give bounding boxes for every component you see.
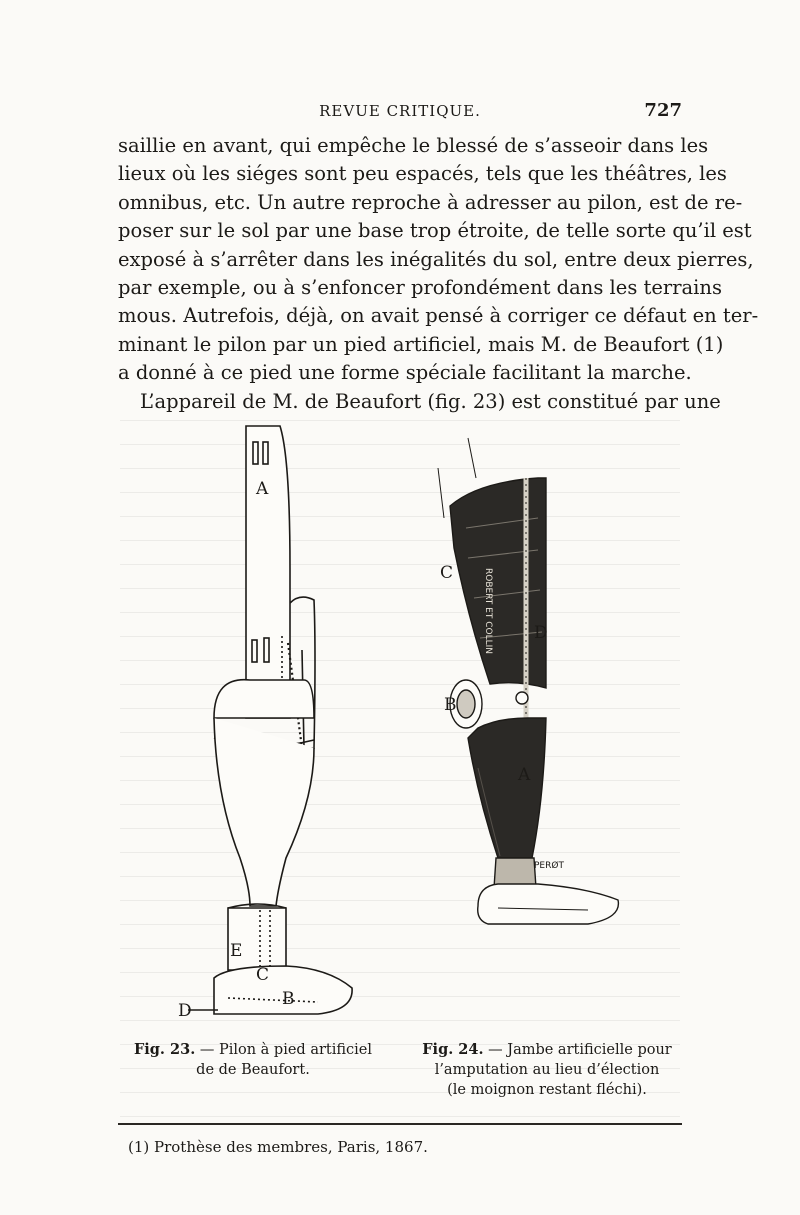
fig23-number: Fig. 23. xyxy=(133,1041,196,1058)
fig23-drawing xyxy=(188,426,352,1014)
fig23-label-d: D xyxy=(178,1001,192,1021)
text-line: saillie en avant, qui empêche le blessé de s’asseoir dans les xyxy=(118,134,709,157)
fig24-caption-line2: l’amputation au lieu d’élection xyxy=(434,1062,660,1078)
fig24-number: Fig. 24. xyxy=(422,1041,484,1058)
fig23-caption-line2: de de Beaufort. xyxy=(196,1062,310,1078)
fig23-label-e: E xyxy=(230,941,243,961)
fig23-label-b: B xyxy=(282,989,295,1009)
fig23-caption-line1: — Pilon à pied artificiel xyxy=(199,1042,373,1058)
text-line-indented: L’appareil de M. de Beaufort (fig. 23) est constitué par une xyxy=(140,389,721,413)
fig24-caption-line1: — Jambe artificielle pour xyxy=(488,1042,672,1058)
fig23-caption xyxy=(118,1040,388,1080)
text-line: poser sur le sol par une base trop étroite, de telle sorte qu’il est xyxy=(118,219,752,243)
fig23-label-a: A xyxy=(256,479,269,499)
body-text xyxy=(118,132,759,416)
fig24-drawing xyxy=(438,438,618,924)
text-line: exposé à s’arrêter dans les inégalités du sol, entre deux pierres, xyxy=(118,247,754,271)
running-head xyxy=(118,100,682,124)
text-line: a donné à ce pied une forme spéciale facilitant la marche. xyxy=(118,361,692,385)
footnote: (1) Prothèse des membres, Paris, 1867. xyxy=(128,1138,428,1156)
fig23-label-c: C xyxy=(256,965,270,985)
fig24-label-b: B xyxy=(444,695,457,715)
fig24-caption-line3: (le moignon restant fléchi). xyxy=(447,1082,647,1098)
text-line: lieux où les siéges sont peu espacés, tels que les théâtres, les xyxy=(118,162,727,186)
fig24-caption xyxy=(402,1040,692,1100)
running-title: REVUE CRITIQUE. xyxy=(319,102,481,120)
fig24-label-a: A xyxy=(518,765,531,785)
figure-illustrations xyxy=(118,418,682,1038)
text-line: par exemple, ou à s’enfoncer profondément dans les terrains xyxy=(118,276,722,300)
page-number: 727 xyxy=(644,100,682,121)
text-line: omnibus, etc. Un autre reproche à adresser au pilon, est de re- xyxy=(118,190,743,214)
fig24-label-c: C xyxy=(440,563,454,583)
text-line: minant le pilon par un pied artificiel, mais M. de Beaufort (1) xyxy=(118,332,724,356)
text-line: mous. Autrefois, déjà, on avait pensé à corriger ce défaut en ter- xyxy=(118,304,759,328)
fig24-engraver-mark: PERØT xyxy=(534,861,564,871)
fig24-label-d: D xyxy=(534,623,548,643)
footnote-rule xyxy=(118,1123,682,1125)
figures-block xyxy=(118,418,682,1098)
fig24-maker-mark: ROBERT ET COLLIN xyxy=(483,568,493,654)
